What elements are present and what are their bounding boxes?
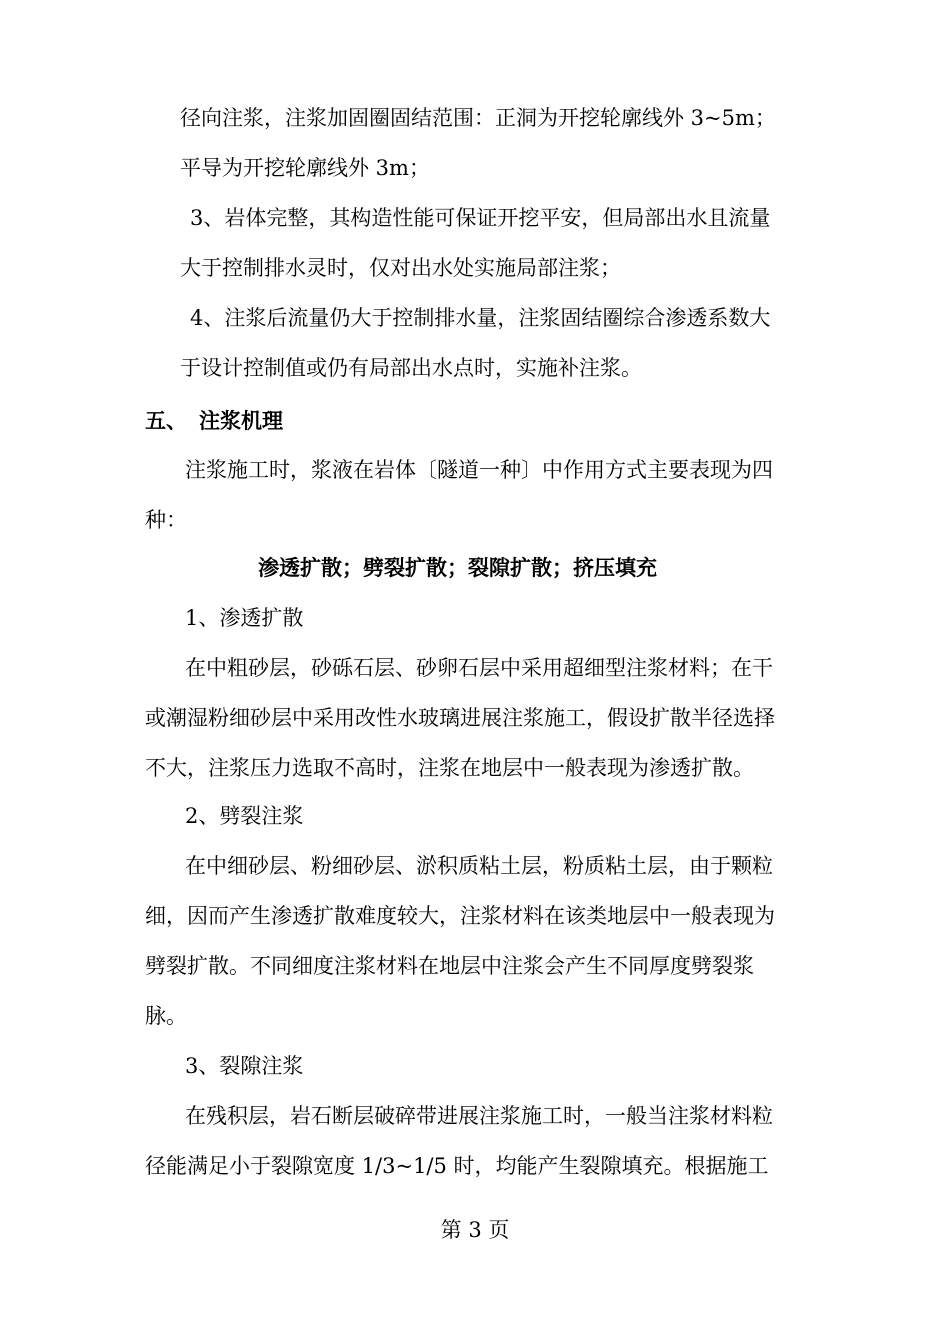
- text-line: 在残积层，岩石断层破碎带进展注浆施工时，一般当注浆材料粒: [185, 1104, 773, 1128]
- text-line: 4、注浆后流量仍大于控制排水量，注浆固结圈综合渗透系数大: [190, 306, 771, 330]
- text-line: 或潮湿粉细砂层中采用改性水玻璃进展注浆施工，假设扩散半径选择: [145, 706, 775, 730]
- section-number: 五、: [145, 408, 187, 433]
- text-line: 细，因而产生渗透扩散难度较大，注浆材料在该类地层中一般表现为: [145, 904, 775, 928]
- text-line: 大于控制排水灵时，仅对出水处实施局部注浆；: [180, 256, 621, 280]
- page-number: 第 3 页: [440, 1218, 510, 1242]
- text-line: 径能满足小于裂隙宽度 1/3~1/5 时，均能产生裂隙填充。根据施工: [145, 1154, 769, 1178]
- item-title: 3、裂隙注浆: [185, 1054, 304, 1078]
- text-line: 不大，注浆压力选取不高时，注浆在地层中一般表现为渗透扩散。: [145, 756, 754, 780]
- item-title: 1、渗透扩散: [185, 606, 304, 630]
- text-line: 3、岩体完整，其构造性能可保证开挖平安，但局部出水且流量: [190, 206, 771, 230]
- text-line: 在中细砂层、粉细砂层、淤积质粘土层，粉质粘土层，由于颗粒: [185, 854, 773, 878]
- text-line: 径向注浆，注浆加固圈固结范围：正洞为开挖轮廓线外 3~5m；: [180, 106, 776, 130]
- summary-line: 渗透扩散；劈裂扩散；裂隙扩散；挤压填充: [258, 555, 657, 580]
- item-title: 2、劈裂注浆: [185, 804, 304, 828]
- section-title: 注浆机理: [199, 408, 283, 433]
- text-line: 脉。: [145, 1004, 187, 1028]
- text-line: 平导为开挖轮廓线外 3m；: [180, 156, 430, 180]
- text-line: 注浆施工时，浆液在岩体〔隧道一种〕中作用方式主要表现为四: [185, 458, 773, 482]
- text-line: 劈裂扩散。不同细度注浆材料在地层中注浆会产生不同厚度劈裂浆: [145, 954, 754, 978]
- section-heading: [145, 406, 283, 436]
- text-line: 于设计控制值或仍有局部出水点时，实施补注浆。: [180, 356, 642, 380]
- text-line: 在中粗砂层，砂砾石层、砂卵石层中采用超细型注浆材料；在干: [185, 656, 773, 680]
- text-line: 种：: [145, 508, 187, 532]
